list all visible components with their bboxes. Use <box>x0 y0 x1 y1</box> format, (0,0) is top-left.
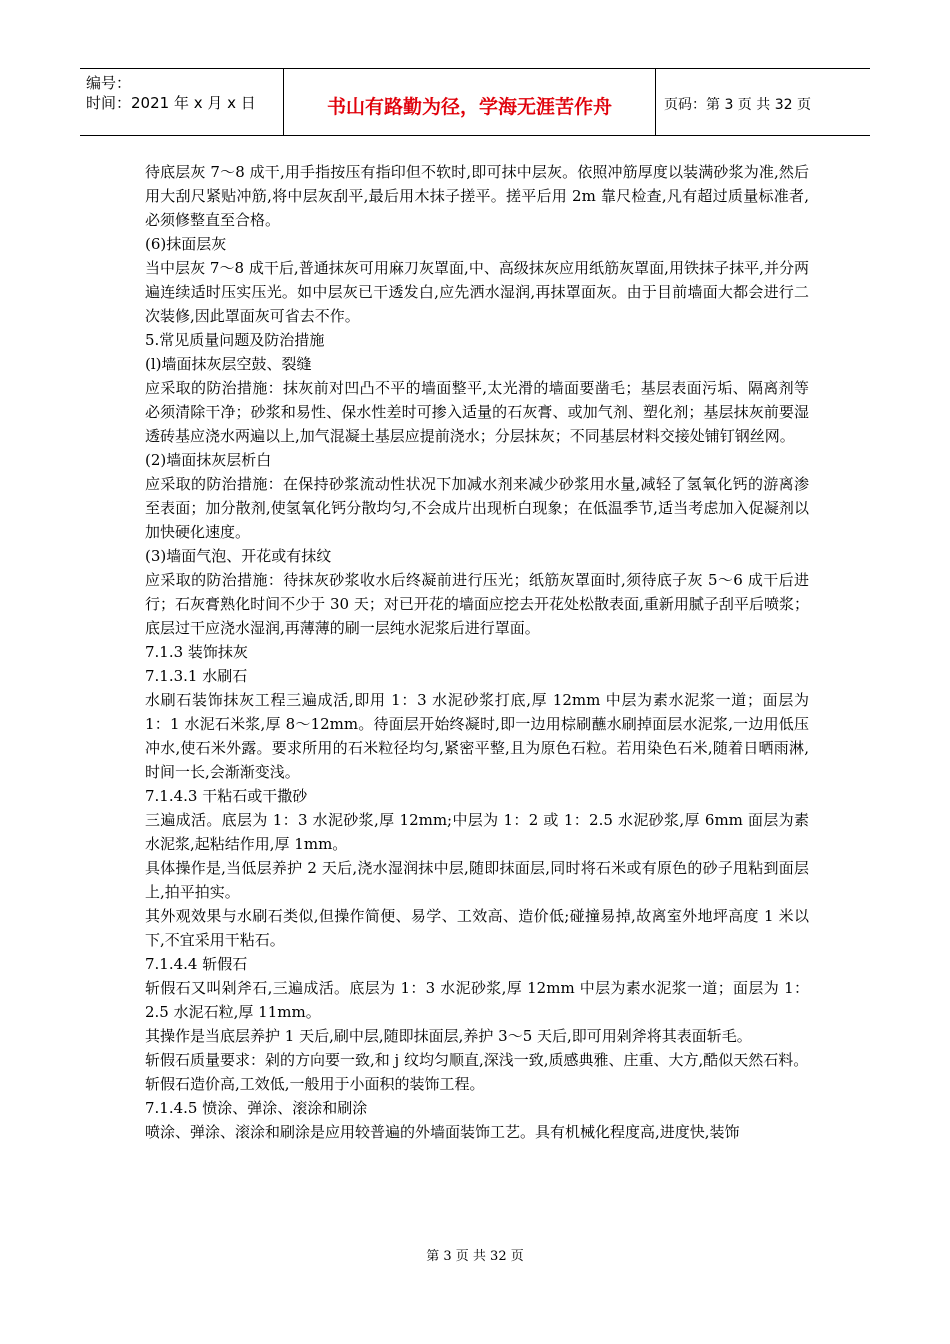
paragraph: 待底层灰 7～8 成干,用手指按压有指印但不软时,即可抹中层灰。依照冲筋厚度以装满砂浆为准,然后用大刮尺紧贴冲筋,将中层灰刮平,最后用木抹子搓平。搓平后用 2m 靠尺检查,凡有超过质量标准者,必须修整直至合格。 <box>145 163 809 229</box>
header-motto: 书山有路勤为径，学海无涯苦作舟 <box>284 69 656 135</box>
header-number-label: 编号： <box>86 74 132 92</box>
section-heading: 5.常见质量问题及防治措施 <box>145 331 325 349</box>
paragraph: 斩假石又叫剁斧石,三遍成活。底层为 1：3 水泥砂浆,厚 12mm 中层为素水泥浆一道；面层为 1：2.5 水泥石粒,厚 11mm。 <box>145 979 809 1021</box>
paragraph: 应采取的防治措施：抹灰前对凹凸不平的墙面整平,太光滑的墙面要凿毛；基层表面污垢、隔离剂等必须清除干净；砂浆和易性、保水性差时可掺入适量的石灰膏、或加气剂、塑化剂；基层抹灰前要湿透砖基应浇水两遍以上,加气混凝土基层应提前浇水；分层抹灰；不同基层材料交接处铺钉钢丝网。 <box>145 379 809 445</box>
section-heading: 7.1.3 装饰抹灰 <box>145 643 248 661</box>
section-heading: (2)墙面抹灰层析白 <box>145 451 272 469</box>
paragraph: 水刷石装饰抹灰工程三遍成活,即用 1：3 水泥砂浆打底,厚 12mm 中层为素水泥浆一道；面层为 1：1 水泥石米浆,厚 8～12mm。待面层开始终凝时,即一边用棕刷蘸水刷掉面层水泥浆,一边用低压冲水,使石米外露。要求所用的石米粒径均匀,紧密平整,且为原色石粒。若用染色石米,随着日晒雨淋,时间一长,会渐渐变浅。 <box>145 691 809 781</box>
paragraph: 斩假石造价高,工效低,一般用于小面积的装饰工程。 <box>145 1075 485 1093</box>
paragraph: 其操作是当底层养护 1 天后,刷中层,随即抹面层,养护 3～5 天后,即可用剁斧将其表面斩毛。 <box>145 1027 752 1045</box>
section-heading: (3)墙面气泡、开花或有抹纹 <box>145 547 332 565</box>
paragraph: 具体操作是,当低层养护 2 天后,浇水湿润抹中层,随即抹面层,同时将石米或有原色的砂子甩粘到面层上,拍平拍实。 <box>145 859 809 901</box>
section-heading: 7.1.4.5 愤涂、弹涂、滚涂和刷涂 <box>145 1099 368 1117</box>
section-heading: 7.1.3.1 水刷石 <box>145 667 248 685</box>
paragraph: 三遍成活。底层为 1：3 水泥砂浆,厚 12mm;中层为 1：2 或 1：2.5 水泥砂浆,厚 6mm 面层为素水泥浆,起粘结作用,厚 1mm。 <box>145 811 809 853</box>
section-heading: 7.1.4.4 斩假石 <box>145 955 248 973</box>
page-footer: 第 3 页 共 32 页 <box>426 1249 524 1264</box>
page-header <box>80 68 870 136</box>
paragraph: 当中层灰 7～8 成干后,普通抹灰可用麻刀灰罩面,中、高级抹灰应用纸筋灰罩面,用铁抹子抹平,并分两遍连续适时压实压光。如中层灰已干透发白,应先洒水湿润,再抹罩面灰。由于目前墙面大都会进行二次装修,因此罩面灰可省去不作。 <box>145 259 809 325</box>
body-text <box>145 160 809 1144</box>
paragraph: 喷涂、弹涂、滚涂和刷涂是应用较普遍的外墙面装饰工艺。具有机械化程度高,进度快,装饰 <box>145 1123 740 1141</box>
paragraph: 应采取的防治措施：待抹灰砂浆收水后终凝前进行压光；纸筋灰罩面时,须待底子灰 5～6 成干后进行；石灰膏熟化时间不少于 30 天；对已开花的墙面应挖去开花处松散表面,重新用腻子刮平后喷浆；底层过干应浇水湿润,再薄薄的刷一层纯水泥浆后进行罩面。 <box>145 571 809 637</box>
paragraph: 应采取的防治措施：在保持砂浆流动性状况下加减水剂来减少砂浆用水量,减轻了氢氧化钙的游离渗至表面；加分散剂,使氢氧化钙分散均匀,不会成片出现析白现象；在低温季节,适当考虑加入促凝剂以加快硬化速度。 <box>145 475 809 541</box>
paragraph: 其外观效果与水刷石类似,但操作简便、易学、工效高、造价低;碰撞易掉,故离室外地坪高度 1 米以下,不宜采用干粘石。 <box>145 907 809 949</box>
header-date: 时间：2021 年 x 月 x 日 <box>86 94 256 112</box>
header-meta <box>80 69 284 135</box>
header-page-info: 页码：第 3 页 共 32 页 <box>664 97 811 113</box>
section-heading: (6)抹面层灰 <box>145 235 227 253</box>
section-heading: 7.1.4.3 干粘石或干撒砂 <box>145 787 308 805</box>
section-heading: (l)墙面抹灰层空鼓、裂缝 <box>145 355 312 373</box>
paragraph: 斩假石质量要求：剁的方向要一致,和 j 纹均匀顺直,深浅一致,质感典雅、庄重、大方,酷似天然石料。 <box>145 1051 809 1069</box>
